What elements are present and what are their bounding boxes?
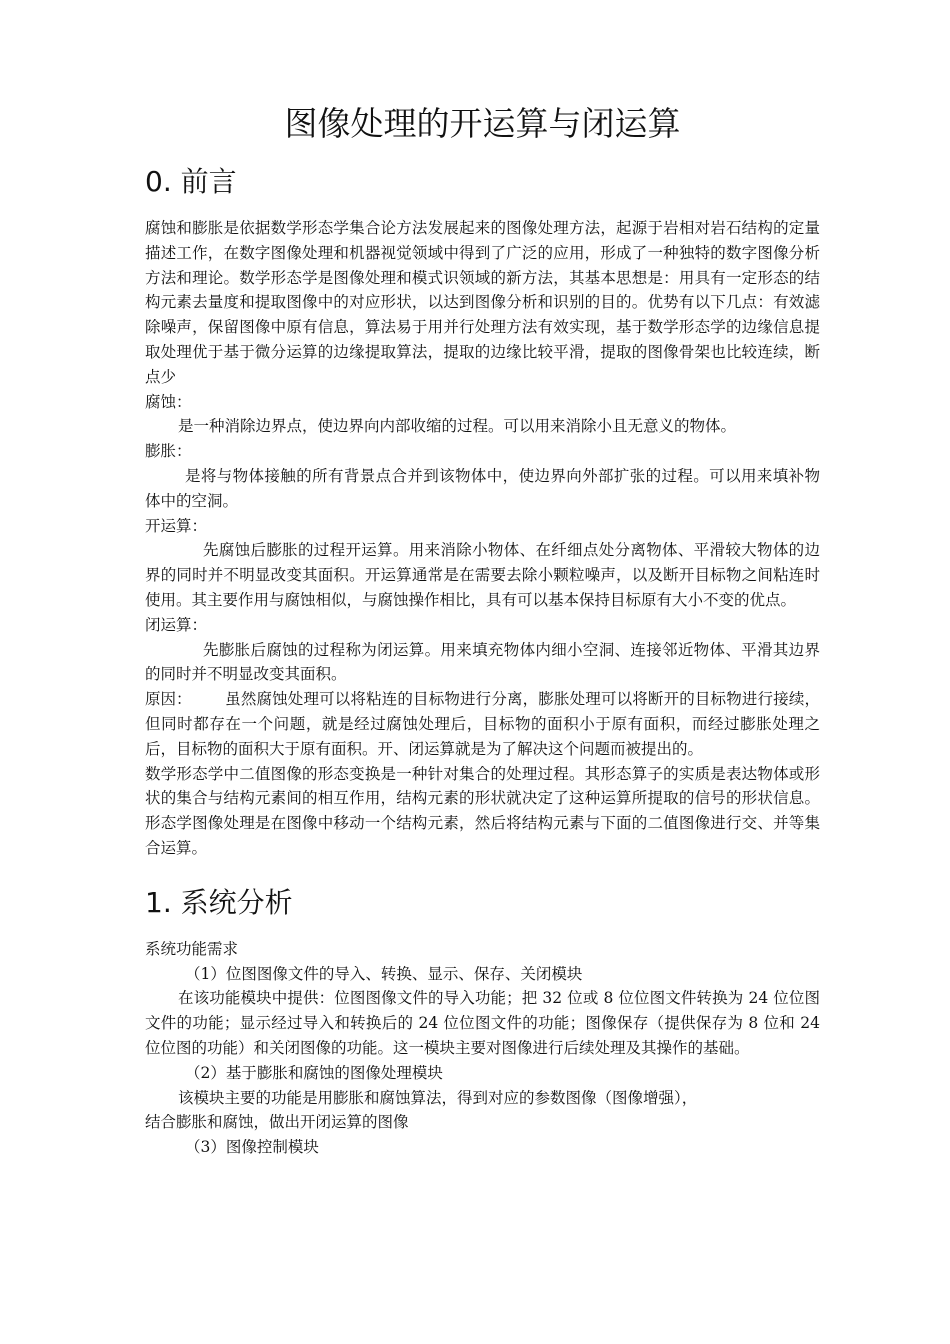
document-page <box>145 100 820 1160</box>
section-heading-preface: 0. 前言 <box>145 165 237 198</box>
module1-text: 在该功能模块中提供：位图图像文件的导入功能；把 32 位或 8 位位图文件转换为 24 位位图文件的功能；显示经过导入和转换后的 24 位位图文件的功能；图像保存（提供保存为 8 位和 24 位位图的功能）和关闭图像的功能。这一模块主要对图像进行后续处理及其操作的基础。 <box>145 989 820 1057</box>
closing-label: 闭运算： <box>145 615 208 634</box>
reason-paragraph <box>145 687 820 761</box>
erosion-text: 是一种消除边界点，使边界向内部收缩的过程。可以用来消除小且无意义的物体。 <box>178 417 737 436</box>
module2-text-line2: 结合膨胀和腐蚀，做出开闭运算的图像 <box>145 1113 409 1132</box>
closing-text: 先膨胀后腐蚀的过程称为闭运算。用来填充物体内细小空洞、连接邻近物体、平滑其边界的同时并不明显改变其面积。 <box>145 640 820 684</box>
intro-paragraph: 腐蚀和膨胀是依据数学形态学集合论方法发展起来的图像处理方法，起源于岩相对岩石结构的定量描述工作，在数字图像处理和机器视觉领域中得到了广泛的应用，形成了一种独特的数字图像分析方法和理论。数学形态学是图像处理和模式识领域的新方法，其基本思想是：用具有一定形态的结构元素去量度和提取图像中的对应形状，以达到图像分析和识别的目的。优势有以下几点：有效滤除噪声，保留图像中原有信息，算法易于用并行处理方法有效实现，基于数学形态学的边缘信息提取处理优于基于微分运算的边缘提取算法，提取的边缘比较平滑，提取的图像骨架也比较连续，断点少 <box>145 219 820 386</box>
erosion-label: 腐蚀： <box>145 392 192 411</box>
module1-title: （1）位图图像文件的导入、转换、显示、保存、关闭模块 <box>185 964 583 983</box>
dilation-text: 是将与物体接触的所有背景点合并到该物体中，使边界向外部扩张的过程。可以用来填补物体中的空洞。 <box>145 466 820 510</box>
module3-title: （3）图像控制模块 <box>185 1138 319 1157</box>
opening-label: 开运算： <box>145 516 208 535</box>
module2-title: （2）基于膨胀和腐蚀的图像处理模块 <box>185 1063 443 1082</box>
opening-text: 先腐蚀后膨胀的过程开运算。用来消除小物体、在纤细点处分离物体、平滑较大物体的边界的同时并不明显改变其面积。开运算通常是在需要去除小颗粒噪声，以及断开目标物之间粘连时使用。其主要作用与腐蚀相似，与腐蚀操作相比，具有可以基本保持目标原有大小不变的优点。 <box>145 541 820 609</box>
section-heading-system-analysis: 1. 系统分析 <box>145 885 293 919</box>
reason-label: 原因： <box>145 690 192 709</box>
morphology-paragraph: 数学形态学中二值图像的形态变换是一种针对集合的处理过程。其形态算子的实质是表达物体或形状的集合与结构元素间的相互作用，结构元素的形状就决定了这种运算所提取的信号的形状信息。形态学图像处理是在图像中移动一个结构元素，然后将结构元素与下面的二值图像进行交、并等集合运算。 <box>145 764 820 857</box>
module2-text-line1: 该模块主要的功能是用膨胀和腐蚀算法，得到对应的参数图像（图像增强）， <box>178 1088 698 1107</box>
dilation-label: 膨胀： <box>145 442 192 461</box>
requirements-label: 系统功能需求 <box>145 939 239 958</box>
reason-text: 虽然腐蚀处理可以将粘连的目标物进行分离，膨胀处理可以将断开的目标物进行接续，但同时都存在一个问题，就是经过腐蚀处理后，目标物的面积小于原有面积，而经过膨胀处理之后，目标物的面积大于原有面积。开、闭运算就是为了解决这个问题而被提出的。 <box>145 690 820 758</box>
document-title: 图像处理的开运算与闭运算 <box>284 104 681 143</box>
